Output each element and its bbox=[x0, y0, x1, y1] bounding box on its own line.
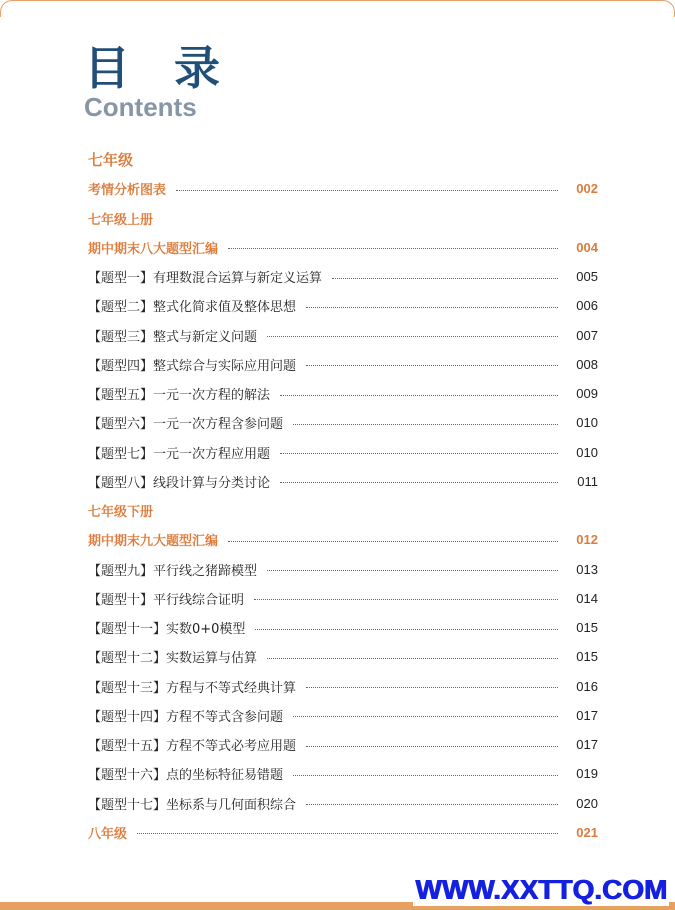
toc-entry-label: 期中期末九大题型汇编 bbox=[88, 534, 219, 550]
toc-leader-dots bbox=[267, 336, 558, 337]
toc-entry-label: 【题型十六】点的坐标特征易错题 bbox=[88, 768, 284, 784]
toc-entry[interactable] bbox=[88, 291, 598, 320]
toc-leader-dots bbox=[293, 424, 558, 425]
toc-entry-label: 【题型一】有理数混合运算与新定义运算 bbox=[88, 271, 323, 287]
toc-entry[interactable] bbox=[88, 408, 598, 437]
toc-leader-dots bbox=[255, 629, 558, 630]
toc-leader-dots bbox=[137, 833, 558, 834]
title-block bbox=[84, 42, 234, 122]
toc-page-number: 013 bbox=[576, 561, 598, 577]
toc-entry-label: 【题型十二】实数运算与估算 bbox=[88, 651, 258, 667]
toc-entry[interactable] bbox=[88, 701, 598, 730]
toc-entry[interactable] bbox=[88, 584, 598, 613]
toc-entry-label: 【题型十一】实数0+0模型 bbox=[88, 622, 246, 638]
watermark-text: WWW.XXTTQ.COM bbox=[415, 874, 667, 905]
page-title: 目 录 bbox=[84, 41, 235, 95]
toc-leader-dots bbox=[306, 307, 558, 308]
toc-entry-label: 【题型十三】方程与不等式经典计算 bbox=[88, 680, 297, 696]
toc-section-heading bbox=[88, 496, 598, 525]
toc-entry[interactable] bbox=[88, 818, 598, 847]
toc-page-number: 007 bbox=[576, 327, 598, 343]
toc-entry-label: 【题型六】一元一次方程含参问题 bbox=[88, 417, 284, 433]
toc-leader-dots bbox=[228, 248, 558, 249]
toc-entry-label: 【题型十五】方程不等式必考应用题 bbox=[88, 739, 297, 755]
toc-page-number: 002 bbox=[576, 181, 598, 197]
toc-entry[interactable] bbox=[88, 789, 598, 818]
toc-page-number: 012 bbox=[576, 532, 598, 548]
toc-leader-dots bbox=[332, 278, 558, 279]
toc-page-number: 010 bbox=[576, 444, 598, 460]
page-top-border bbox=[0, 0, 675, 17]
toc-page-number: 015 bbox=[576, 620, 598, 636]
toc-leader-dots bbox=[306, 687, 558, 688]
toc-page-number: 009 bbox=[576, 386, 598, 402]
toc-leader-dots bbox=[280, 482, 558, 483]
toc-page-number: 010 bbox=[576, 415, 598, 431]
toc-entry[interactable] bbox=[88, 174, 598, 203]
toc-entry[interactable] bbox=[88, 438, 598, 467]
toc-entry-label: 【题型八】线段计算与分类讨论 bbox=[88, 475, 271, 491]
toc-leader-dots bbox=[267, 658, 558, 659]
toc-entry[interactable] bbox=[88, 321, 598, 350]
toc-entry-label: 【题型二】整式化简求值及整体思想 bbox=[88, 300, 297, 316]
toc-entry[interactable] bbox=[88, 262, 598, 291]
bottom-bar-left bbox=[0, 902, 470, 910]
toc-entry[interactable] bbox=[88, 672, 598, 701]
toc-leader-dots bbox=[306, 746, 558, 747]
toc-section-heading bbox=[88, 204, 598, 233]
toc-entry-label: 【题型九】平行线之猪蹄模型 bbox=[88, 563, 258, 579]
toc-page-number: 015 bbox=[576, 649, 598, 665]
toc-section-heading bbox=[88, 145, 598, 174]
toc-entry-label: 【题型五】一元一次方程的解法 bbox=[88, 388, 271, 404]
toc-leader-dots bbox=[228, 541, 558, 542]
toc-entry-label: 【题型三】整式与新定义问题 bbox=[88, 329, 258, 345]
toc-entry-label: 七年级 bbox=[88, 151, 134, 170]
toc-leader-dots bbox=[267, 570, 558, 571]
toc-leader-dots bbox=[306, 804, 558, 805]
toc-entry-label: 【题型十四】方程不等式含参问题 bbox=[88, 709, 284, 725]
toc-leader-dots bbox=[254, 599, 558, 600]
toc-entry-label: 【题型十七】坐标系与几何面积综合 bbox=[88, 797, 297, 813]
toc-entry[interactable] bbox=[88, 467, 598, 496]
toc-leader-dots bbox=[306, 365, 558, 366]
toc-page-number: 006 bbox=[576, 298, 598, 314]
toc-page-number: 017 bbox=[576, 707, 598, 723]
toc-entry[interactable] bbox=[88, 525, 598, 554]
toc-leader-dots bbox=[280, 395, 558, 396]
toc-page-number: 014 bbox=[576, 590, 598, 606]
toc-entry[interactable] bbox=[88, 642, 598, 671]
toc-entry[interactable] bbox=[88, 350, 598, 379]
toc-page-number: 019 bbox=[576, 766, 598, 782]
toc-leader-dots bbox=[293, 775, 558, 776]
toc-leader-dots bbox=[280, 453, 558, 454]
toc-leader-dots bbox=[293, 716, 558, 717]
toc-entry[interactable] bbox=[88, 730, 598, 759]
page-subtitle: Contents bbox=[84, 92, 197, 122]
toc-entry[interactable] bbox=[88, 759, 598, 788]
toc-page-number: 017 bbox=[576, 737, 598, 753]
toc-entry-label: 【题型十】平行线综合证明 bbox=[88, 592, 245, 608]
toc-entry-label: 【题型七】一元一次方程应用题 bbox=[88, 446, 271, 462]
toc-entry-label: 七年级下册 bbox=[88, 505, 154, 521]
toc-entry-label: 七年级上册 bbox=[88, 212, 154, 228]
toc-entry[interactable] bbox=[88, 233, 598, 262]
toc-page-number: 021 bbox=[576, 824, 598, 840]
toc-page-number: 011 bbox=[577, 473, 598, 489]
toc-page-number: 005 bbox=[576, 269, 598, 285]
toc-page-number: 008 bbox=[576, 356, 598, 372]
toc-page-number: 016 bbox=[576, 678, 598, 694]
toc-entry[interactable] bbox=[88, 613, 598, 642]
toc-entry-label: 考情分析图表 bbox=[88, 183, 167, 199]
toc-leader-dots bbox=[176, 190, 558, 191]
toc-entry[interactable] bbox=[88, 555, 598, 584]
toc-page-number: 020 bbox=[576, 795, 598, 811]
toc-entry-label: 期中期末八大题型汇编 bbox=[88, 241, 219, 257]
table-of-contents bbox=[88, 145, 598, 847]
toc-entry[interactable] bbox=[88, 379, 598, 408]
toc-entry-label: 八年级 bbox=[88, 826, 128, 842]
toc-entry-label: 【题型四】整式综合与实际应用问题 bbox=[88, 358, 297, 374]
toc-page-number: 004 bbox=[576, 239, 598, 255]
